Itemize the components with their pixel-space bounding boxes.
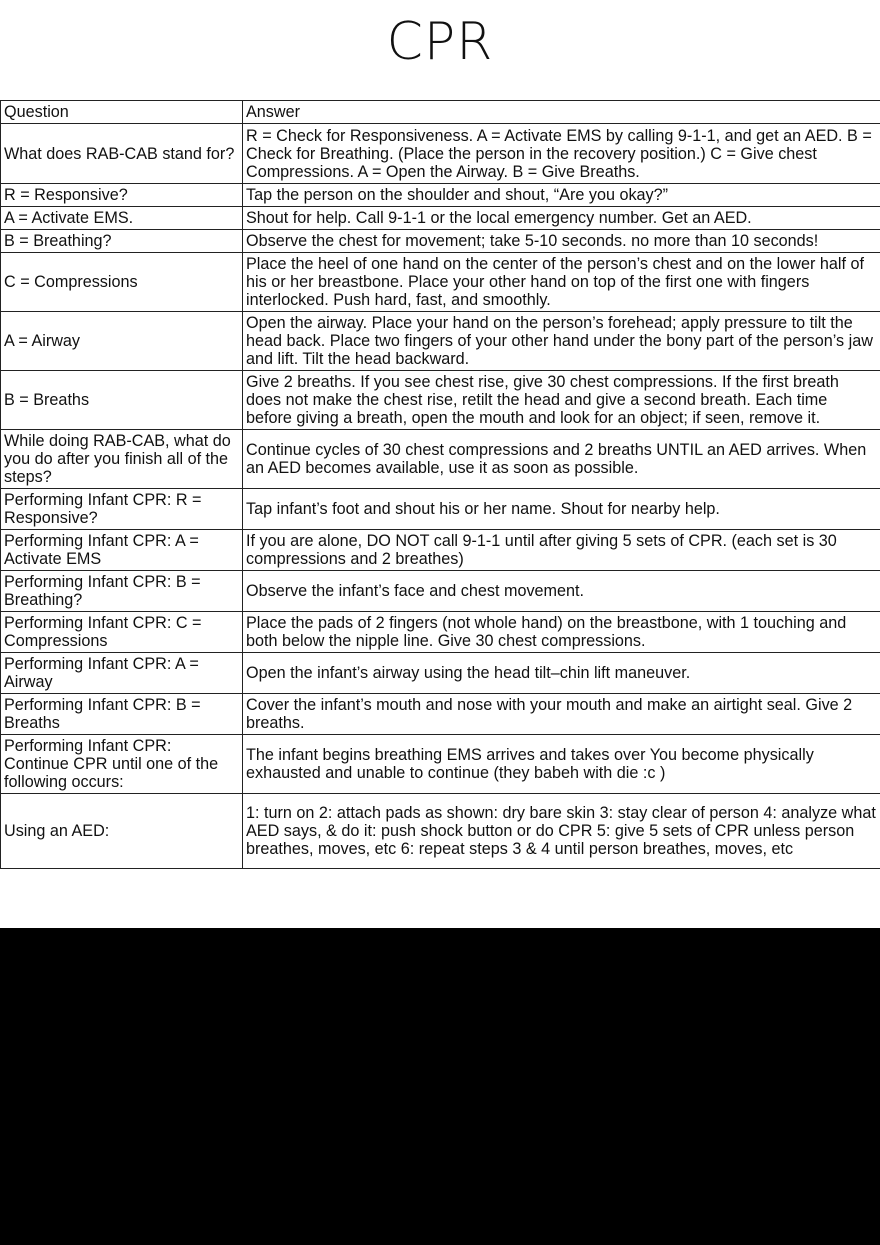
answer-cell: Open the airway. Place your hand on the person’s forehead; apply pressure to tilt the head back. Place two fingers of your other hand under the bony part of the person’s jaw and lift. Tilt the head backward. (243, 312, 880, 371)
question-cell: A = Airway (1, 312, 243, 371)
table-row (1, 184, 880, 207)
answer-cell: Observe the chest for movement; take 5-10 seconds. no more than 10 seconds! (243, 230, 880, 253)
question-cell: What does RAB-CAB stand for? (1, 124, 243, 184)
answer-cell: R = Check for Responsiveness. A = Activate EMS by calling 9-1-1, and get an AED. B = Check for Breathing. (Place the person in the recovery position.) C = Give chest Compressions. A = Open the Airway. B = Give Breaths. (243, 124, 880, 184)
page-title: CPR (386, 12, 494, 72)
column-header-question: Question (1, 101, 243, 124)
qa-table (0, 100, 880, 869)
table-row (1, 312, 880, 371)
table-row (1, 253, 880, 312)
table-row (1, 489, 880, 530)
answer-cell: Cover the infant’s mouth and nose with your mouth and make an airtight seal. Give 2 breaths. (243, 694, 880, 735)
table-row (1, 735, 880, 794)
answer-cell: Shout for help. Call 9-1-1 or the local emergency number. Get an AED. (243, 207, 880, 230)
table-body (1, 124, 880, 869)
question-cell: Performing Infant CPR: A = Activate EMS (1, 530, 243, 571)
table-row (1, 571, 880, 612)
table-row (1, 124, 880, 184)
table-row (1, 230, 880, 253)
answer-cell: 1: turn on 2: attach pads as shown: dry bare skin 3: stay clear of person 4: analyze what AED says, & do it: push shock button or do CPR 5: give 5 sets of CPR unless person breathes, moves, etc 6: repeat steps 3 & 4 until person breathes, moves, etc (243, 794, 880, 869)
answer-cell: Tap the person on the shoulder and shout, “Are you okay?” (243, 184, 880, 207)
answer-cell: Give 2 breaths. If you see chest rise, give 30 chest compressions. If the first breath does not make the chest rise, retilt the head and give a second breath. Each time before giving a breath, open the mouth and look for an object; if seen, remove it. (243, 371, 880, 430)
table-row (1, 653, 880, 694)
answer-cell: Continue cycles of 30 chest compressions and 2 breaths UNTIL an AED arrives. When an AED becomes available, use it as soon as possible. (243, 430, 880, 489)
question-cell: While doing RAB-CAB, what do you do after you finish all of the steps? (1, 430, 243, 489)
table-header-row (1, 101, 880, 124)
question-cell: B = Breathing? (1, 230, 243, 253)
question-cell: Performing Infant CPR: B = Breaths (1, 694, 243, 735)
blank-black-region (0, 928, 880, 1245)
table-row (1, 430, 880, 489)
answer-cell: Open the infant’s airway using the head tilt–chin lift maneuver. (243, 653, 880, 694)
answer-cell: Observe the infant’s face and chest movement. (243, 571, 880, 612)
question-cell: Using an AED: (1, 794, 243, 869)
table-row (1, 207, 880, 230)
question-cell: Performing Infant CPR: A = Airway (1, 653, 243, 694)
table-row (1, 794, 880, 869)
answer-cell: Place the pads of 2 fingers (not whole hand) on the breastbone, with 1 touching and both below the nipple line. Give 30 chest compressions. (243, 612, 880, 653)
question-cell: Performing Infant CPR: R = Responsive? (1, 489, 243, 530)
question-cell: Performing Infant CPR: B = Breathing? (1, 571, 243, 612)
table-row (1, 612, 880, 653)
question-cell: B = Breaths (1, 371, 243, 430)
column-header-answer: Answer (243, 101, 880, 124)
answer-cell: The infant begins breathing EMS arrives and takes over You become physically exhausted and unable to continue (they babeh with die :c ) (243, 735, 880, 794)
answer-cell: Tap infant’s foot and shout his or her name. Shout for nearby help. (243, 489, 880, 530)
question-cell: Performing Infant CPR: C = Compressions (1, 612, 243, 653)
question-cell: R = Responsive? (1, 184, 243, 207)
question-cell: A = Activate EMS. (1, 207, 243, 230)
question-cell: Performing Infant CPR: Continue CPR until one of the following occurs: (1, 735, 243, 794)
table-row (1, 371, 880, 430)
table-row (1, 694, 880, 735)
table-row (1, 530, 880, 571)
answer-cell: If you are alone, DO NOT call 9-1-1 until after giving 5 sets of CPR. (each set is 30 compressions and 2 breathes) (243, 530, 880, 571)
question-cell: C = Compressions (1, 253, 243, 312)
answer-cell: Place the heel of one hand on the center of the person’s chest and on the lower half of his or her breastbone. Place your other hand on top of the first one with fingers interlocked. Push hard, fast, and smoothly. (243, 253, 880, 312)
